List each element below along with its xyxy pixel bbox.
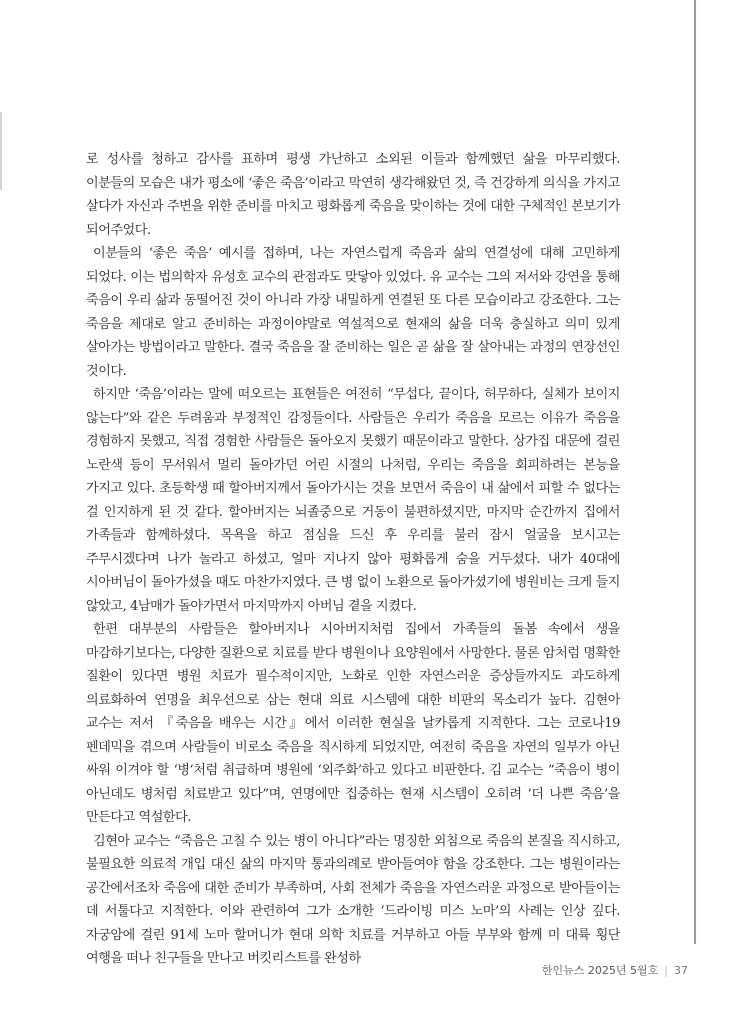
- publication-name: 한인뉴스 2025년 5월호: [541, 964, 659, 977]
- paragraph-1: 로 성사를 청하고 감사를 표하며 평생 가난하고 소외된 이들과 함께했던 삶을 마무리했다. 이분들의 모습은 내가 평소에 ‘좋은 죽음’이라고 막연히 생각해왔던 것, 즉 건강하게 의식을 가지고 살다가 자신과 주변을 위한 준비를 마치고 평화롭게 죽음을 맞이하는 것에 대한 구체적인 본보기가 되어주었다.: [86, 152, 620, 238]
- page-number: 37: [674, 964, 688, 977]
- article-body: [86, 148, 620, 971]
- paragraph-2: 이분들의 ‘좋은 죽음’ 예시를 접하며, 나는 자연스럽게 죽음과 삶의 연결성에 대해 고민하게 되었다. 이는 법의학자 유성호 교수의 관점과도 맞닿아 있었다. 유 교수는 그의 저서와 강연을 통해 죽음이 우리 삶과 동떨어진 것이 아니라 가장 내밀하게 연결된 또 다른 모습이라고 강조한다. 그는 죽음을 제대로 알고 준비하는 과정이야말로 역설적으로 현재의 삶을 더욱 충실하고 의미 있게 살아가는 방법이라고 말한다. 결국 죽음을 잘 준비하는 일은 곧 삶을 잘 살아내는 과정의 연장선인 것이다.: [86, 246, 620, 379]
- footer-separator: |: [664, 964, 668, 977]
- page-edge-rule: [694, 0, 696, 944]
- paragraph-5: 김현아 교수는 “죽음은 고칠 수 있는 병이 아니다”라는 명징한 외침으로 죽음의 본질을 직시하고, 불필요한 의료적 개입 대신 삶의 마지막 통과의례로 받아들여야 함을 강조한다. 그는 병원이라는 공간에서조차 죽음에 대한 준비가 부족하며, 사회 전체가 죽음을 자연스러운 과정으로 받아들이는 데 서툴다고 지적한다. 이와 관련하여 그가 소개한 ‘드라이빙 미스 노마’의 사례는 인상 깊다. 자궁암에 걸린 91세 노마 할머니가 현대 의학 치료를 거부하고 아들 부부와 함께 미 대륙 횡단 여행을 떠나 친구들을 만나고 버킷리스트를 완성하: [86, 833, 620, 966]
- page-footer: [0, 962, 688, 978]
- paragraph-3: 하지만 ‘죽음’이라는 말에 떠오르는 표현들은 여전히 “무섭다, 끝이다, 허무하다, 실체가 보이지 않는다”와 같은 두려움과 부정적인 감정들이다. 사람들은 우리가 죽음을 모르는 이유가 죽음을 경험하지 못했고, 직접 경험한 사람들은 돌아오지 못했기 때문이라고 말한다. 상가집 대문에 걸린 노란색 등이 무서워서 멀리 돌아가던 어린 시절의 나처럼, 우리는 죽음을 회피하려는 본능을 가지고 있다. 초등학생 때 할아버지께서 돌아가시는 것을 보면서 죽음이 내 삶에서 피할 수 없다는 걸 인지하게 된 것 같다. 할아버지는 뇌졸중으로 거동이 불편하셨지만, 마지막 순간까지 집에서 가족들과 함께하셨다. 목욕을 하고 점심을 드신 후 우리를 불러 잠시 얼굴을 보시고는 주무시겠다며 나가 놀라고 하셨고, 얼마 지나지 않아 평화롭게 숨을 거두셨다. 내가 40대에 시아버님이 돌아가셨을 때도 마찬가지였다. 큰 병 없이 노환으로 돌아가셨기에 병원비는 크게 들지 않았고, 4남매가 돌아가면서 마지막까지 아버님 곁을 지켰다.: [86, 387, 620, 614]
- paragraph-4: 한편 대부분의 사람들은 할아버지나 시아버지처럼 집에서 가족들의 돌봄 속에서 생을 마감하기보다는, 다양한 질환으로 치료를 받다 병원이나 요양원에서 사망한다. 물론 암처럼 명확한 질환이 있다면 병원 치료가 필수적이지만, 노화로 인한 자연스러운 증상들까지도 과도하게 의료화하여 연명을 최우선으로 삼는 현대 의료 시스템에 대한 비판의 목소리가 높다. 김현아 교수는 저서 『죽음을 배우는 시간』에서 이러한 현실을 날카롭게 지적한다. 그는 코로나19 펜데믹을 겪으며 사람들이 비로소 죽음을 직시하게 되었지만, 여전히 죽음을 자연의 일부가 아닌 싸워 이겨야 할 ‘병’처럼 취급하며 병원에 ‘외주화’하고 있다고 비판한다. 김 교수는 “죽음이 병이 아닌데도 병처럼 치료받고 있다”며, 연명에만 집중하는 현재 시스템이 오히려 ‘더 나쁜 죽음’을 만든다고 역설한다.: [86, 622, 620, 825]
- left-margin-mark: [0, 112, 2, 190]
